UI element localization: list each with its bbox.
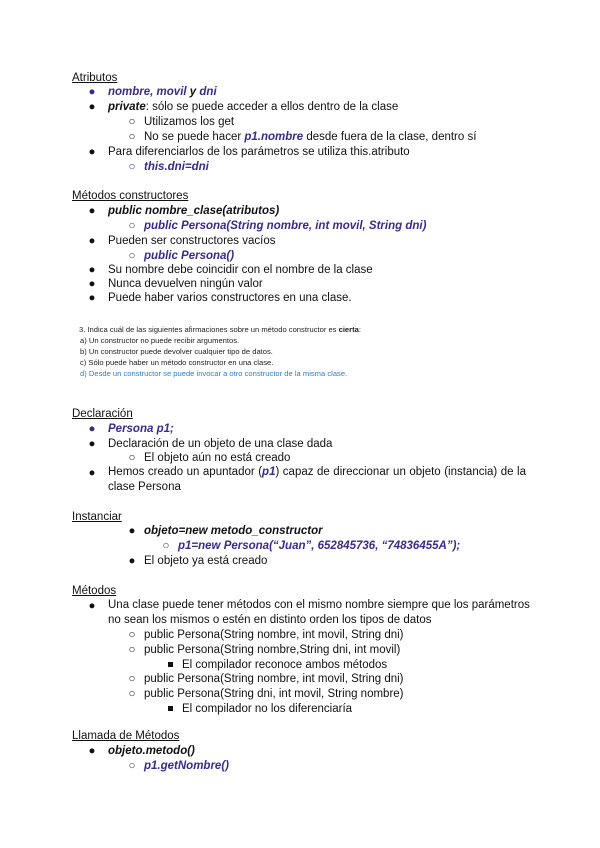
heading-constructores: Métodos constructores: [72, 190, 189, 202]
question-option-b: b) Un constructor puede devolver cualquier tipo de datos.: [80, 347, 273, 356]
question-prompt: 3. Indica cuál de las siguientes afirmaciones sobre un método constructor es cierta:: [79, 325, 361, 334]
question-option-d: d) Desde un constructor se puede invocar a otro constructor de la misma clase.: [80, 369, 348, 378]
square-bullet-icon: [168, 662, 173, 667]
question-option-a: a) Un constructor no puede recibir argumentos.: [80, 336, 240, 345]
question-option-c: c) Sólo puede haber un método constructor en una clase.: [80, 358, 274, 367]
heading-declaracion: Declaración: [72, 408, 133, 420]
heading-metodos: Métodos: [72, 585, 117, 597]
heading-llamada: Llamada de Métodos: [72, 730, 180, 742]
list-item-paragraph: Una clase puede tener métodos con el mismo nombre siempre que los parámetros no sean los mismos o estén en distinto orden los tipos de datos: [108, 599, 530, 626]
square-bullet-icon: [168, 706, 173, 711]
list-item-paragraph: Hemos creado un apuntador (p1) capaz de direccionar un objeto (instancia) de la clase Persona: [108, 466, 526, 493]
heading-atributos: Atributos: [72, 72, 118, 84]
heading-instanciar: Instanciar: [72, 511, 122, 523]
